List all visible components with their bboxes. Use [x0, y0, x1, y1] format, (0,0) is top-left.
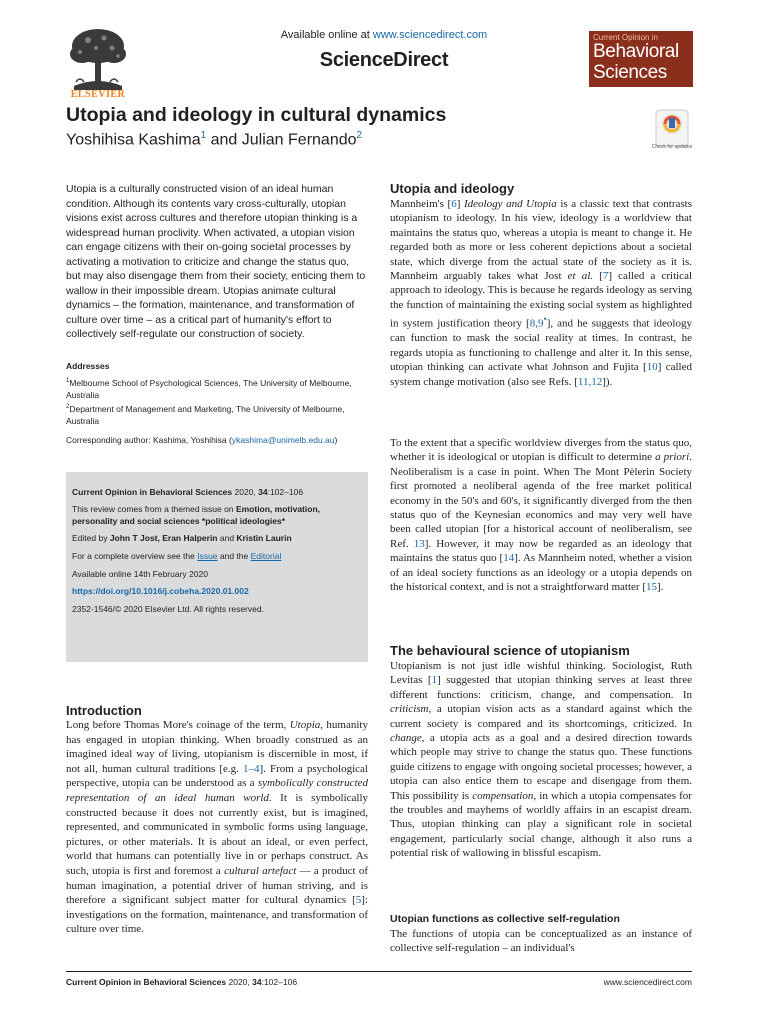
corresponding-author: [66, 434, 376, 446]
p3-text-c: , a utopian vision acts as a standard against which the current society is compared and its shortcomings, criticized. In: [390, 703, 692, 730]
intro-text-3: ]. From a psychological perspective, utopia can be understood as a: [66, 762, 368, 790]
intro-text-5: — a product of human imagination, a potential driver of human striving, and is therefore a significant subject matter for cultural dynamics [: [66, 864, 368, 907]
editorial-link[interactable]: Editorial: [250, 551, 282, 561]
p1-text-h: ]).: [602, 375, 613, 388]
p2-ref-2[interactable]: 14: [503, 552, 515, 565]
p1-text-c: is a classic text that contrasts utopianism to ideology. In his view, ideology is a worldview that maintains the status quo, whereas a utopia is meant to change it. He regarded both as more or less coherent depictions about a societal state, which diverge from the actual state of the society as it is. Mannheim arguably takes what Jost: [390, 198, 692, 283]
corresponding-suffix: ): [334, 435, 338, 445]
p2-text-d: ]. As Mannheim noted, whether a vision of an ideal society functions as an ideology or a utopia depends on the historical context, and is not a straightforward matter [: [390, 552, 692, 594]
check-for-updates-label: Check for updates: [651, 144, 693, 150]
corresponding-email-link[interactable]: ykashima@unimelb.edu.au: [231, 435, 335, 445]
journal-cover-badge: [589, 31, 693, 87]
intro-italic-3: cultural artefact: [224, 864, 297, 877]
p2-italic: a priori: [655, 451, 690, 464]
paragraph-levitas: [390, 659, 692, 861]
subsection-heading-functions: Utopian functions as collective self-regulation: [390, 913, 620, 925]
check-for-updates-icon[interactable]: [655, 109, 689, 147]
author-2: Julian Fernando: [241, 131, 357, 149]
journal-kicker: Current Opinion in: [593, 33, 658, 42]
introduction-text: [66, 718, 368, 937]
footer-year: 2020,: [226, 977, 253, 987]
publisher-name: ELSEVIER: [70, 89, 126, 100]
p1-ref-3[interactable]: 8,9: [529, 317, 544, 330]
footer-site-link[interactable]: www.sciencedirect.com: [603, 977, 692, 987]
intro-italic-1: Utopia: [289, 719, 321, 731]
paragraph-neoliberalism: [390, 436, 692, 594]
journal-name-line1: Behavioral: [593, 41, 679, 62]
paragraph-mannheim: [390, 197, 692, 389]
p1-ref-2[interactable]: 7: [602, 270, 609, 283]
p1-italic-etal: et al.: [567, 270, 594, 283]
intro-text-1: Long before Thomas More's coinage of the term,: [66, 719, 290, 731]
p1-text-g: ] called system change motivation (also see Refs. [: [390, 361, 692, 388]
intro-ref-1[interactable]: 1–4: [242, 762, 260, 775]
p2-text-a: To the extent that a specific worldview diverges from the status quo, whether it is ideological or utopian is difficult to determine: [390, 437, 692, 464]
overview-and: and the: [217, 551, 251, 561]
footer-pages: :102–106: [261, 977, 298, 987]
address-1-marker: 1: [66, 378, 70, 384]
p3-text-a: Utopianism is not just idle wishful thinking. Sociologist, Ruth Levitas [: [390, 660, 692, 687]
p1-ref-4[interactable]: 10: [646, 361, 658, 374]
footer-citation: [66, 977, 297, 987]
themed-topic: Emotion, motivation, personality and social sciences *political ideologies*: [72, 504, 320, 526]
author-2-affiliation[interactable]: 2: [356, 130, 363, 141]
author-and: and: [206, 131, 242, 149]
edited-by: [72, 532, 362, 544]
p3-ref-1[interactable]: 1: [431, 674, 438, 687]
sciencedirect-brand: ScienceDirect: [319, 49, 449, 71]
author-line: [66, 130, 362, 149]
p3-italic-compensation: compensation: [472, 789, 534, 802]
address-2-marker: 2: [66, 403, 70, 410]
address-1: [66, 375, 366, 401]
p1-ref-5[interactable]: 11,12: [577, 375, 603, 388]
addresses: [66, 375, 366, 427]
editors: John T Jost, Eran Halperin: [109, 533, 218, 543]
intro-text-2: , humanity has engaged in utopian thinking. When broadly construed as an imagined ideal way of living, utopianism is discernible in most, if not all, human cultural traditions [e.g.: [66, 719, 368, 775]
intro-text-4: . It is symbolically constructed because it does not currently exist, but is imagined, represented, and communicated in symbolic forms using language, pictures, or other materials. It is about an ideal, or even perfect, world that humans can potentially live in or perhaps construct. As such, utopia is first and foremost a: [66, 791, 368, 877]
overview-prefix: For a complete overview see the: [72, 551, 198, 561]
abstract: Utopia is a culturally constructed vision of an ideal human condition. Although its contents vary cross-culturally, utopian visions exist across cultures and therefore utopian thinking is a widespread human proclivity. When activated, a utopian vision can engage citizens with their on-going societal processes by activating a motivation to criticize and change the status quo, but may also disengage them from their society, enticing them to wallow in their impossible dream. Utopias animate cultural dynamics – the formation, maintenance, and transformation of culture over time – as a critical part of humanity's effort to collectively self-regulate our construction of society.: [66, 183, 366, 340]
p1-text-d: [: [593, 270, 603, 283]
sciencedirect-link[interactable]: www.sciencedirect.com: [372, 29, 488, 41]
themed-issue: [72, 503, 362, 527]
address-2-text: Department of Management and Marketing, The University of Melbourne, Australia: [66, 403, 345, 426]
citation-pages: :102–106: [267, 487, 304, 497]
intro-italic-2: symbolically constructed representation of an ideal human world: [66, 777, 369, 804]
editors-and: and: [217, 533, 237, 543]
p1-text-e: ] called a critical approach to ideology. This is because he regards ideology as serving the function of maintaining the existing social system as highlighted in system justification theory [: [390, 270, 693, 330]
p2-ref-3[interactable]: 15: [645, 581, 657, 594]
article-title: Utopia and ideology in cultural dynamics: [66, 104, 447, 126]
address-2: [66, 401, 366, 427]
address-1-text: Melbourne School of Psychological Sciences, The University of Melbourne, Australia: [66, 377, 352, 400]
available-prefix: Available online at: [280, 29, 373, 41]
p1-ref-1[interactable]: 6: [451, 198, 457, 210]
intro-text-6: ]: investigations on the formation, maintenance, and transformation of culture over time.: [66, 894, 368, 936]
p3-italic-change: change: [390, 732, 422, 745]
section-heading-behavioural-science: The behavioural science of utopianism: [390, 643, 630, 658]
author-1-affiliation[interactable]: 1: [200, 130, 207, 141]
intro-ref-2[interactable]: 5: [355, 894, 362, 907]
citation-volume: 34: [258, 487, 268, 497]
doi-link[interactable]: https://doi.org/10.1016/j.cobeha.2020.01.002: [72, 586, 249, 596]
p3-text-e: , in which a utopia compensates for the troubles and mayhems of worldly affairs in an escapist dream. Thus, utopian thinking can play a significant role in societal engagement, particularly social change, although it also runs a potential risk of wallowing in blissful escapism.: [390, 789, 692, 860]
p2-text-c: ]. However, it may now be regarded as an ideology that maintains the status quo [: [390, 537, 692, 565]
p3-text-b: ] suggested that utopian thinking serves at least three different functions: criticism, change, and compensation. In: [390, 674, 692, 701]
p1-text-a: Mannheim's [: [390, 198, 452, 210]
overview-line: [72, 550, 362, 562]
paragraph-self-regulation: The functions of utopia can be conceptualized as an instance of collective self-regulation – an individual's: [390, 928, 692, 955]
introduction-heading: Introduction: [66, 703, 142, 718]
p2-ref-1[interactable]: 13: [413, 537, 425, 550]
issue-link[interactable]: Issue: [197, 551, 218, 561]
p3-text-d: , a utopia acts as a goal and a desired direction towards which people may strive to change the status quo. These functions guide citizens to engage with ongoing societal processes; however, a utopia can also entice them to escape and disengage from them. This possibility is: [390, 732, 692, 802]
footer-divider: [66, 971, 692, 972]
citation-line: [72, 486, 362, 498]
addresses-heading: Addresses: [66, 361, 110, 371]
themed-prefix: This review comes from a themed issue on: [72, 504, 236, 514]
journal-name-line2: Sciences: [593, 62, 667, 83]
copyright: 2352-1546/© 2020 Elsevier Ltd. All rights reserved.: [72, 604, 264, 614]
p3-italic-criticism: criticism: [390, 703, 429, 716]
citation-journal: Current Opinion in Behavioral Sciences: [72, 487, 233, 497]
p2-text-b: . Neoliberalism is a case in point. When The Mont Pèlerin Society first promoted a neoliberal agenda of the free market political economy in the 50's and 60's, it significantly diverged from the then status quo of the Keynesian economics and may very well have been called utopian [for a historical account of neoliberalism, see Ref.: [390, 451, 692, 550]
p1-italic-title: Ideology and Utopia: [463, 198, 557, 210]
citation-year: 2020,: [232, 487, 259, 497]
footer-journal: Current Opinion in Behavioral Sciences: [66, 977, 227, 987]
p2-text-e: ].: [656, 581, 664, 594]
footer-volume: 34: [252, 977, 262, 987]
author-1: Yoshihisa Kashima: [66, 131, 201, 149]
edited-prefix: Edited by: [72, 533, 110, 543]
p1-text-b: ]: [456, 198, 464, 210]
p1-ref-3-marker: •: [543, 314, 547, 325]
article-info-box: [66, 472, 368, 662]
corresponding-prefix: Corresponding author: Kashima, Yoshihisa (: [66, 435, 232, 445]
p1-text-f: ], and he suggests that ideology can function to mask the social reality at times. In contrast, he regards utopia as functioning to challenge and alter it. In this sense, utopian thinking can activate what Johnson and Fujita [: [390, 317, 692, 374]
available-online-date: Available online 14th February 2020: [72, 569, 208, 579]
section-heading-utopia-ideology: Utopia and ideology: [390, 181, 515, 196]
editor-3: Kristin Laurin: [236, 533, 292, 543]
